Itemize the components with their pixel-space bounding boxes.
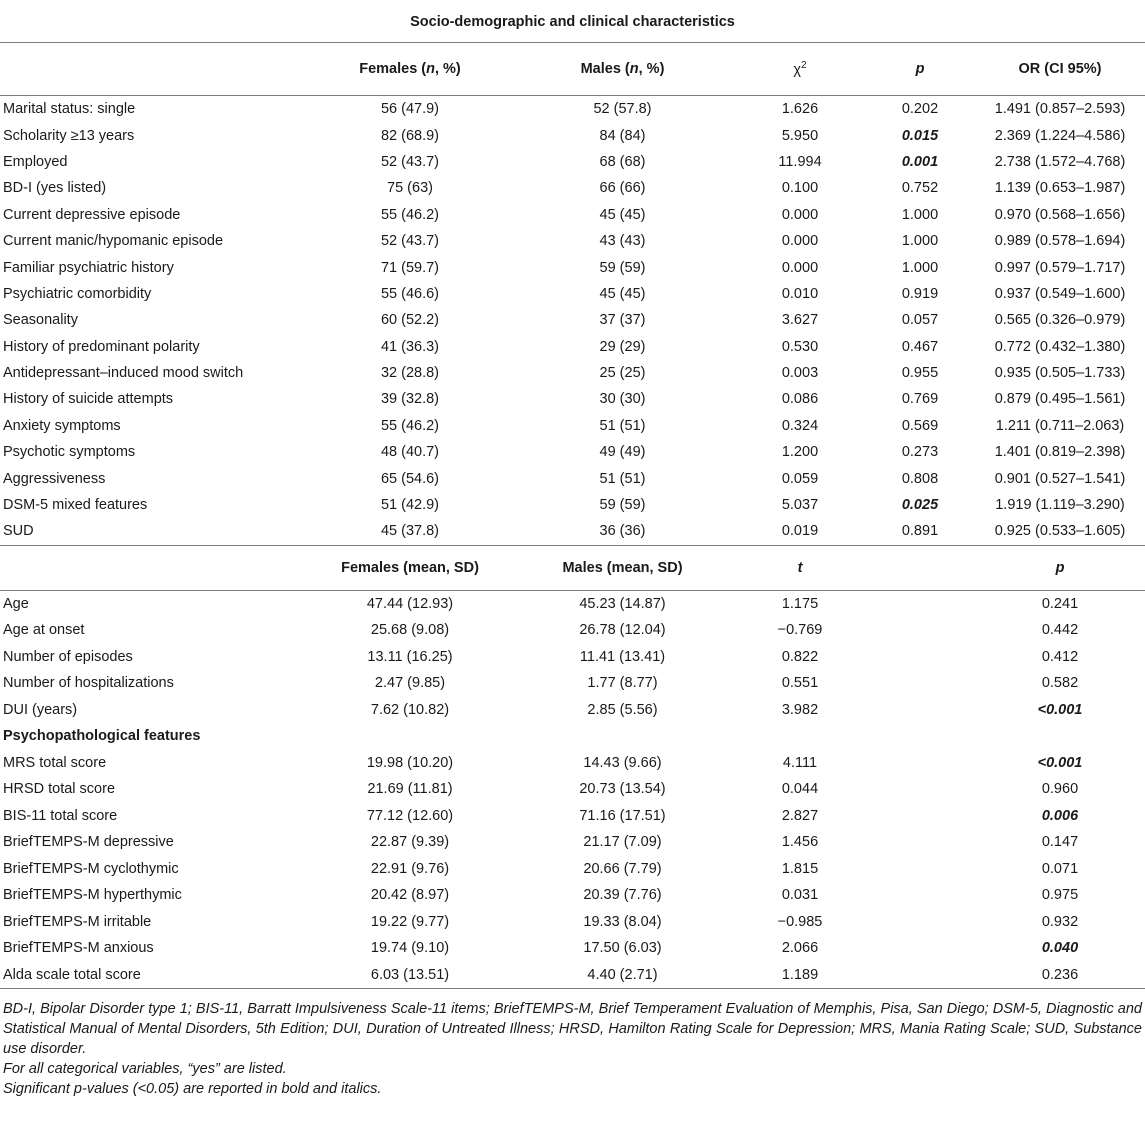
males-value: 21.17 (7.09) <box>583 834 662 851</box>
chi-square-value: 0.010 <box>781 285 819 302</box>
females-value: 55 (46.2) <box>380 417 440 434</box>
p-value: 0.412 <box>1041 648 1079 665</box>
males-value: 20.39 (7.76) <box>583 887 662 904</box>
row-label: Familiar psychiatric history <box>3 259 174 276</box>
or-value: 1.139 (0.653–1.987) <box>994 180 1126 197</box>
row-label: Current manic/hypomanic episode <box>3 233 224 250</box>
table-row <box>0 439 1145 465</box>
footnote-categorical: For all categorical variables, “yes” are listed. <box>3 1061 287 1078</box>
males-value: 49 (49) <box>599 444 646 461</box>
or-value: 0.935 (0.505–1.733) <box>994 365 1126 382</box>
or-value: 0.989 (0.578–1.694) <box>994 233 1126 250</box>
row-label: Current depressive episode <box>3 206 181 223</box>
or-value: 0.879 (0.495–1.561) <box>994 391 1126 408</box>
females-value: 82 (68.9) <box>380 127 440 144</box>
males-value: 19.33 (8.04) <box>583 913 662 930</box>
header-males-mean: Males (mean, SD) <box>510 546 735 591</box>
p-value: 0.241 <box>1041 595 1079 612</box>
males-value: 25 (25) <box>599 365 646 382</box>
header-or: OR (CI 95%) <box>975 43 1145 96</box>
or-value: 2.369 (1.224–4.586) <box>994 127 1126 144</box>
chi-square-value: 0.000 <box>781 206 819 223</box>
females-value: 41 (36.3) <box>380 338 440 355</box>
females-value: 47.44 (12.93) <box>366 595 454 612</box>
or-value: 1.919 (1.119–3.290) <box>995 497 1125 514</box>
row-label: Seasonality <box>3 312 78 329</box>
females-value: 19.74 (9.10) <box>370 940 450 957</box>
females-value: 52 (43.7) <box>380 153 440 170</box>
p-value: 0.001 <box>901 153 939 170</box>
table-row <box>0 590 1145 617</box>
p-value: 0.932 <box>1041 913 1079 930</box>
p-value: 0.040 <box>1041 940 1079 957</box>
row-label: DSM-5 mixed features <box>3 497 148 514</box>
t-value: 2.827 <box>781 807 819 824</box>
row-label: MRS total score <box>3 754 107 771</box>
t-value: −0.985 <box>777 913 823 930</box>
table-row <box>0 492 1145 518</box>
chi-square-value: 11.994 <box>778 153 822 170</box>
p-value: 0.955 <box>901 365 939 382</box>
table-row <box>0 360 1145 386</box>
table-row <box>0 935 1145 962</box>
or-value: 0.565 (0.326–0.979) <box>994 312 1126 329</box>
table-row <box>0 776 1145 803</box>
row-label: Number of episodes <box>3 648 133 665</box>
males-value: 59 (59) <box>599 497 646 514</box>
p-value: 0.202 <box>901 101 939 118</box>
p-value: 0.071 <box>1041 860 1079 877</box>
p-value: 0.006 <box>1041 807 1079 824</box>
row-label: BriefTEMPS-M depressive <box>3 834 174 851</box>
females-value: 65 (54.6) <box>380 470 440 487</box>
table-row <box>0 644 1145 671</box>
row-label: Employed <box>3 153 68 170</box>
females-value: 71 (59.7) <box>380 259 440 276</box>
table-row <box>0 96 1145 123</box>
row-label: BIS-11 total score <box>3 807 118 824</box>
or-value: 2.738 (1.572–4.768) <box>994 153 1126 170</box>
header-chi-square: $\chi^2$ <box>735 43 865 96</box>
or-value: 0.997 (0.579–1.717) <box>994 259 1126 276</box>
females-value: 52 (43.7) <box>380 233 440 250</box>
table-row <box>0 465 1145 491</box>
table-row <box>0 413 1145 439</box>
row-label: HRSD total score <box>3 781 116 798</box>
row-label: Age at onset <box>3 622 85 639</box>
table-row <box>0 122 1145 148</box>
t-value: 0.822 <box>781 648 819 665</box>
p-value: 0.057 <box>901 312 939 329</box>
table-row <box>0 617 1145 644</box>
females-value: 19.98 (10.20) <box>366 754 454 771</box>
males-value: 45.23 (14.87) <box>579 595 666 612</box>
table-row <box>0 175 1145 201</box>
or-value: 1.401 (0.819–2.398) <box>994 444 1126 461</box>
footnote-significance: Significant p-values (<0.05) are reported in bold and italics. <box>3 1081 382 1098</box>
row-label: Number of hospitalizations <box>3 675 174 692</box>
chi-square-value: 0.059 <box>781 470 819 487</box>
t-value: 3.982 <box>781 701 819 718</box>
chi-square-value: 5.037 <box>781 497 819 514</box>
males-value: 52 (57.8) <box>593 101 652 118</box>
table-row <box>0 670 1145 697</box>
or-value: 0.772 (0.432–1.380) <box>994 338 1126 355</box>
females-value: 20.42 (8.97) <box>370 887 450 904</box>
table-row <box>0 829 1145 856</box>
chi-square-value: 0.000 <box>781 233 819 250</box>
t-value: 2.066 <box>781 940 819 957</box>
males-value: 1.77 (8.77) <box>587 675 658 692</box>
p-value: 1.000 <box>901 259 939 276</box>
chi-square-value: 0.100 <box>781 180 819 197</box>
males-value: 17.50 (6.03) <box>583 940 662 957</box>
continuous-table <box>0 546 1145 990</box>
females-value: 22.91 (9.76) <box>370 860 450 877</box>
p-value: 0.442 <box>1041 622 1079 639</box>
p-value: 0.960 <box>1041 781 1079 798</box>
females-value: 56 (47.9) <box>380 101 440 118</box>
row-label: DUI (years) <box>3 701 78 718</box>
females-value: 7.62 (10.82) <box>370 701 450 718</box>
row-label: BriefTEMPS-M anxious <box>3 940 154 957</box>
p-value: 0.147 <box>1041 834 1079 851</box>
row-label: Alda scale total score <box>3 966 141 983</box>
males-value: 51 (51) <box>599 417 646 434</box>
males-value: 26.78 (12.04) <box>579 622 666 639</box>
table-row <box>0 882 1145 909</box>
footnote-abbreviations: BD-I, Bipolar Disorder type 1; BIS-11, Barratt Impulsiveness Scale-11 items; BriefTEMPS-M, Brief Temperament Evaluation of Memphis, Pisa, San Diego; DSM-5, Diagnostic and Statistical Manual of Mental Disorders, 5th Edition; DUI, Duration of Untreated Illness; HRSD, Hamilton Rating Scale for Depression; MRS, Mania Rating Scale; SUD, Substance use disorder. <box>3 1001 1142 1058</box>
header-p: p <box>865 43 975 96</box>
females-value: 51 (42.9) <box>380 497 440 514</box>
row-label: Antidepressant–induced mood switch <box>3 365 244 382</box>
row-label: BriefTEMPS-M cyclothymic <box>3 860 179 877</box>
chi-square-value: 1.200 <box>781 444 819 461</box>
table-row <box>0 281 1145 307</box>
or-value: 1.211 (0.711–2.063) <box>995 417 1125 434</box>
categorical-header-row <box>0 43 1145 96</box>
females-value: 55 (46.2) <box>380 206 440 223</box>
table-title: Socio-demographic and clinical characteristics <box>0 0 1145 43</box>
chi-square-value: 0.530 <box>781 338 819 355</box>
females-value: 48 (40.7) <box>380 444 440 461</box>
chi-square-value: 0.000 <box>781 259 819 276</box>
table-row <box>0 254 1145 280</box>
row-label: BriefTEMPS-M hyperthymic <box>3 887 182 904</box>
males-value: 51 (51) <box>599 470 646 487</box>
section-row <box>0 723 1145 750</box>
males-value: 36 (36) <box>599 523 646 540</box>
females-value: 25.68 (9.08) <box>370 622 450 639</box>
females-value: 55 (46.6) <box>380 285 440 302</box>
males-value: 43 (43) <box>599 233 646 250</box>
t-value: 1.456 <box>781 834 819 851</box>
chi-square-value: 3.627 <box>781 312 819 329</box>
row-label: History of suicide attempts <box>3 391 174 408</box>
chi-square-value: 0.324 <box>781 417 819 434</box>
t-value: −0.769 <box>777 622 823 639</box>
header-p-continuous: p <box>975 546 1145 591</box>
t-value: 0.031 <box>781 887 819 904</box>
females-value: 19.22 (9.77) <box>370 913 450 930</box>
males-value: 4.40 (2.71) <box>587 966 658 983</box>
males-value: 45 (45) <box>599 206 646 223</box>
p-value: 0.975 <box>1041 887 1079 904</box>
or-value: 0.901 (0.527–1.541) <box>994 470 1126 487</box>
row-label: Anxiety symptoms <box>3 417 121 434</box>
header-t: t <box>735 546 865 591</box>
p-value: <0.001 <box>1037 701 1083 718</box>
table-row <box>0 750 1145 777</box>
males-value: 30 (30) <box>599 391 646 408</box>
table-row <box>0 149 1145 175</box>
section-label: Psychopathological features <box>3 728 201 745</box>
p-value: 1.000 <box>901 233 939 250</box>
p-value: 0.236 <box>1041 966 1079 983</box>
females-value: 32 (28.8) <box>380 365 440 382</box>
p-value: 0.808 <box>901 470 939 487</box>
females-value: 13.11 (16.25) <box>367 648 453 665</box>
males-value: 2.85 (5.56) <box>587 701 658 718</box>
chi-square-value: 0.003 <box>781 365 819 382</box>
chi-square-value: 5.950 <box>781 127 819 144</box>
table-row <box>0 334 1145 360</box>
males-value: 84 (84) <box>599 127 646 144</box>
females-value: 21.69 (11.81) <box>367 781 453 798</box>
t-value: 4.111 <box>782 754 818 771</box>
row-label: BriefTEMPS-M irritable <box>3 913 152 930</box>
chi-square-value: 0.019 <box>781 523 819 540</box>
t-value: 0.044 <box>781 781 819 798</box>
or-value: 0.937 (0.549–1.600) <box>994 285 1126 302</box>
females-value: 60 (52.2) <box>380 312 440 329</box>
p-value: 0.273 <box>901 444 939 461</box>
males-value: 20.73 (13.54) <box>579 781 666 798</box>
p-value: 0.769 <box>901 391 939 408</box>
p-value: 0.891 <box>901 523 939 540</box>
females-value: 45 (37.8) <box>380 523 440 540</box>
males-value: 14.43 (9.66) <box>583 754 662 771</box>
continuous-header-row <box>0 546 1145 591</box>
table-row <box>0 518 1145 545</box>
females-value: 77.12 (12.60) <box>366 807 454 824</box>
row-label: Psychotic symptoms <box>3 444 136 461</box>
males-value: 20.66 (7.79) <box>583 860 662 877</box>
table-row <box>0 202 1145 228</box>
table-row <box>0 697 1145 724</box>
row-label: BD-I (yes listed) <box>3 180 107 197</box>
t-value: 1.189 <box>781 966 819 983</box>
females-value: 39 (32.8) <box>380 391 440 408</box>
table-row <box>0 386 1145 412</box>
males-value: 29 (29) <box>599 338 646 355</box>
table-footnotes <box>0 989 1145 1099</box>
row-label: SUD <box>3 523 34 540</box>
header-males: Males (n, %) <box>510 43 735 96</box>
p-value: 0.752 <box>901 180 939 197</box>
row-label: Aggressiveness <box>3 470 106 487</box>
males-value: 71.16 (17.51) <box>579 807 666 824</box>
females-value: 2.47 (9.85) <box>374 675 446 692</box>
or-value: 0.970 (0.568–1.656) <box>994 206 1126 223</box>
p-value: 0.467 <box>901 338 939 355</box>
row-label: Psychiatric comorbidity <box>3 285 152 302</box>
t-value: 1.175 <box>781 595 819 612</box>
p-value: 0.025 <box>901 497 939 514</box>
table-row <box>0 307 1145 333</box>
row-label: Scholarity ≥13 years <box>3 127 135 144</box>
table-row <box>0 856 1145 883</box>
table-row <box>0 962 1145 989</box>
or-value: 1.491 (0.857–2.593) <box>994 101 1126 118</box>
chi-square-value: 1.626 <box>781 101 819 118</box>
row-label: History of predominant polarity <box>3 338 200 355</box>
chi-square-value: 0.086 <box>781 391 819 408</box>
males-value: 66 (66) <box>599 180 646 197</box>
females-value: 75 (63) <box>387 180 433 197</box>
p-value: <0.001 <box>1037 754 1083 771</box>
table-row <box>0 909 1145 936</box>
row-label: Age <box>3 595 29 612</box>
table-row <box>0 803 1145 830</box>
t-value: 1.815 <box>781 860 819 877</box>
p-value: 0.015 <box>901 127 939 144</box>
males-value: 37 (37) <box>599 312 646 329</box>
header-females: Females (n, %) <box>310 43 510 96</box>
males-value: 68 (68) <box>599 153 646 170</box>
p-value: 1.000 <box>901 206 939 223</box>
females-value: 6.03 (13.51) <box>370 966 450 983</box>
header-females-mean: Females (mean, SD) <box>310 546 510 591</box>
or-value: 0.925 (0.533–1.605) <box>994 523 1126 540</box>
categorical-table <box>0 43 1145 546</box>
p-value: 0.569 <box>901 417 939 434</box>
p-value: 0.582 <box>1041 675 1079 692</box>
t-value: 0.551 <box>781 675 819 692</box>
row-label: Marital status: single <box>3 101 136 118</box>
males-value: 59 (59) <box>599 259 646 276</box>
males-value: 11.41 (13.41) <box>579 648 666 665</box>
males-value: 45 (45) <box>599 285 646 302</box>
females-value: 22.87 (9.39) <box>370 834 450 851</box>
table-row <box>0 228 1145 254</box>
p-value: 0.919 <box>901 285 939 302</box>
